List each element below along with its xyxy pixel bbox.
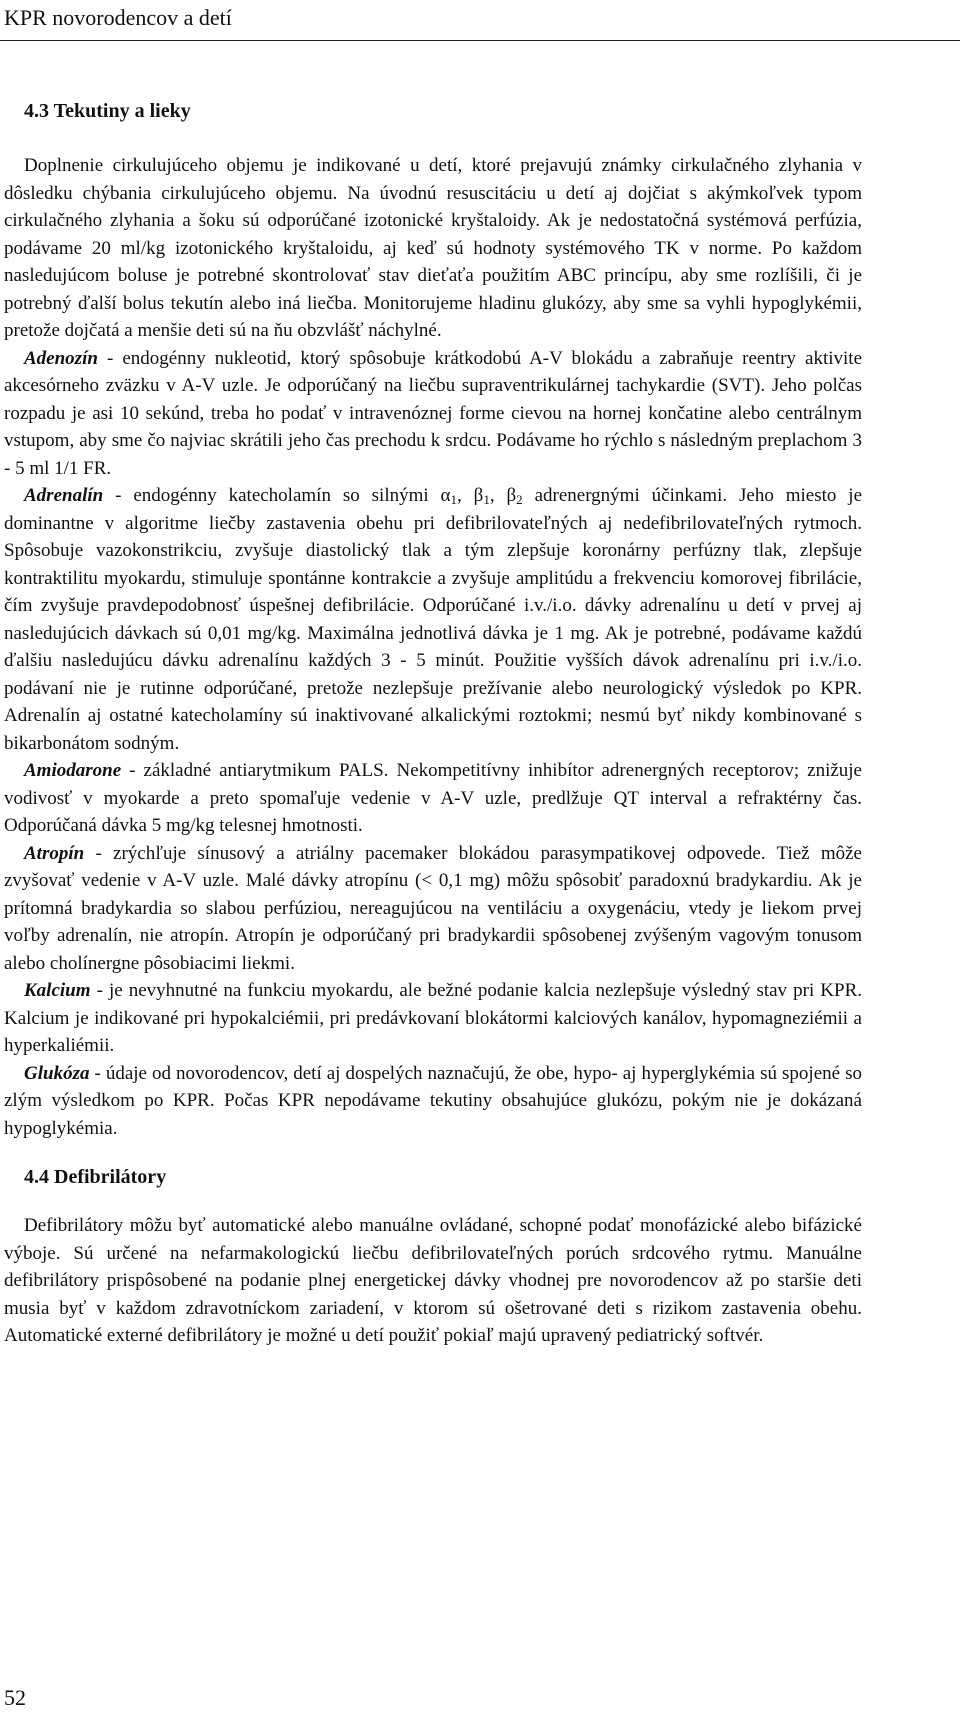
glukoza-text: - údaje od novorodencov, detí aj dospelých naznačujú, že obe, hypo- aj hyperglykémia sú spojené so zlým výsledkom po KPR. Počas KPR nepodávame tekutiny obsahujúce glukózu, pokým nie je dokázaná hypoglykémia. [4, 1062, 862, 1139]
adrenalin-sub-2: 1 [483, 492, 490, 507]
adrenalin-text-a: - endogénny katecholamín so silnými α [103, 485, 451, 506]
paragraph-atropin [4, 840, 862, 978]
kalcium-text: - je nevyhnutné na funkciu myokardu, ale bežné podanie kalcia nezlepšuje výsledný stav pri KPR. Kalcium je indikované pri hypokalciémii, pri predávkovaní blokátormi kalciových kanálov, hypomagneziémii a hyperkaliémii. [4, 980, 862, 1056]
adrenalin-text-b: , β [457, 485, 484, 506]
term-amiodarone: Amiodarone [24, 760, 122, 781]
term-adenozin: Adenozín [24, 347, 98, 369]
term-kalcium: Kalcium [24, 980, 91, 1001]
running-header: KPR novorodencov a detí [4, 5, 232, 30]
paragraph-defibrilatory: Defibrilátory môžu byť automatické alebo manuálne ovládané, schopné podať monofázické alebo bifázické výboje. Sú určené na nefarmakologickú liečbu defibrilovateľných porúch srdcového rytmu. Manuálne defibrilátory prispôsobené na podanie plnej energetickej dávky vhodnej pre novorodencov až po staršie deti musia byť v každom zdravotníckom zariadení, v ktorom sú ošetrované deti s rizikom zastavenia obehu. Automatické externé defibrilátory je možné u detí použiť pokiaľ majú upravený pediatrický softvér. [4, 1215, 862, 1346]
section-heading-4-3: 4.3 Tekutiny a lieky [24, 100, 191, 122]
term-adrenalin: Adrenalín [24, 485, 104, 506]
paragraph-intro: Doplnenie cirkulujúceho objemu je indikované u detí, ktoré prejavujú známky cirkulačného zlyhania v dôsledku chýbania cirkulujúceho objemu. Na úvodnú resuscitáciu u detí aj dojčiat s akýmkoľvek typom cirkulačného zlyhania a šoku sú odporúčané izotonické kryštaloidy. Ak je nedostatočná systémová perfúzia, podávame 20 ml/kg izotonického kryštaloidu, aj keď sú hodnoty systémového TK v norme. Po každom nasledujúcom boluse je potrebné skontrolovať stav dieťaťa použitím ABC princípu, aby sme rozlíšili, či je potrebný ďalší bolus tekutín alebo iná liečba. Monitorujeme hladinu glukózy, aby sme sa vyhli hypoglykémii, pretože dojčatá a menšie deti sú na ňu obzvlášť náchylné. [4, 155, 862, 341]
adrenalin-sub-1: 1 [450, 492, 458, 507]
page-number: 52 [4, 1685, 26, 1710]
term-atropin: Atropín [24, 842, 85, 864]
adrenalin-text-d: adrenergnými účinkami. Jeho miesto je dominantne v algoritme liečby zastavenia obehu pri defibrilovateľných aj nedefibrilovateľných rytmoch. Spôsobuje vazokonstrikciu, zvyšuje diastolický tlak a tým zlepšuje koronárny perfúzny tlak, zlepšuje kontraktilitu myokardu, stimuluje spontánne kontrakcie a zvyšuje amplitúdu a frekvenciu komorovej fibrilácie, čím zvyšuje pravdepodobnosť úspešnej defibrilácie. Odporúčané i.v./i.o. dávky adrenalínu u detí v prvej aj nasledujúcich dávkach sú 0,01 mg/kg. Maximálna jednotlivá dávka je 1 mg. Ak je potrebné, podávame každú ďalšiu nasledujúcu dávku adrenalínu každých 3 - 5 minút. Použitie vyšších dávok adrenalínu pri i.v./i.o. podávaní nie je rutinne odporúčané, pretože nezlepšuje prežívanie alebo neurologický výsledok po KPR. Adrenalín aj ostatné katecholamíny sú inaktivované alkalickými roztokmi; nesmú byť nikdy kombinované s bikarbonátom sodným. [4, 485, 863, 754]
paragraph-adrenalin [4, 482, 862, 757]
amiodarone-text: - základné antiarytmikum PALS. Nekompetitívny inhibítor adrenergných receptorov; znižuje vodivosť v myokarde a preto spomaľuje vedenie v A-V uzle, predlžuje QT interval a refraktérny čas. Odporúčaná dávka 5 mg/kg telesnej hmotnosti. [4, 760, 862, 836]
header-rule [0, 40, 960, 41]
paragraph-adenozin [4, 345, 862, 483]
adenozin-text: - endogénny nukleotid, ktorý spôsobuje krátkodobú A-V blokádu a zabraňuje reentry aktivite akcesórneho zväzku v A-V uzle. Je odporúčaný na liečbu supraventrikulárnej tachykardie (SVT). Jeho polčas rozpadu je asi 10 sekúnd, treba ho podať v intravenóznej forme cievou na hornej končatine alebo centrálnym vstupom, aby sme čo najviac skrátili jeho čas prechodu k srdcu. Podávame ho rýchlo s následným preplachom 3 - 5 ml 1/1 FR. [4, 347, 862, 479]
adrenalin-sub-3: 2 [516, 492, 523, 507]
paragraph-amiodarone [4, 757, 862, 840]
section-heading-4-4: 4.4 Defibrilátory [24, 1166, 167, 1188]
atropin-text: - zrýchľuje sínusový a atriálny pacemaker blokádou parasympatikovej odpovede. Tiež môže zvyšovať vedenie v A-V uzle. Malé dávky atropínu (< 0,1 mg) môžu spôsobiť paradoxnú bradykardiu. Ak je prítomná bradykardia so slabou perfúziou, nereagujúcou na ventiláciu a oxygenáciu, vtedy je liekom prvej voľby adrenalín, nie atropín. Atropín je odporúčaný pri bradykardii spôsobenej zvýšeným vagovým tonusom alebo cholínergne pôsobiacimi liekmi. [4, 842, 862, 974]
term-glukoza: Glukóza [24, 1062, 90, 1084]
adrenalin-text-c: , β [489, 485, 517, 506]
paragraph-glukoza [4, 1060, 862, 1143]
paragraph-kalcium [4, 977, 862, 1060]
page-content [4, 96, 862, 1350]
